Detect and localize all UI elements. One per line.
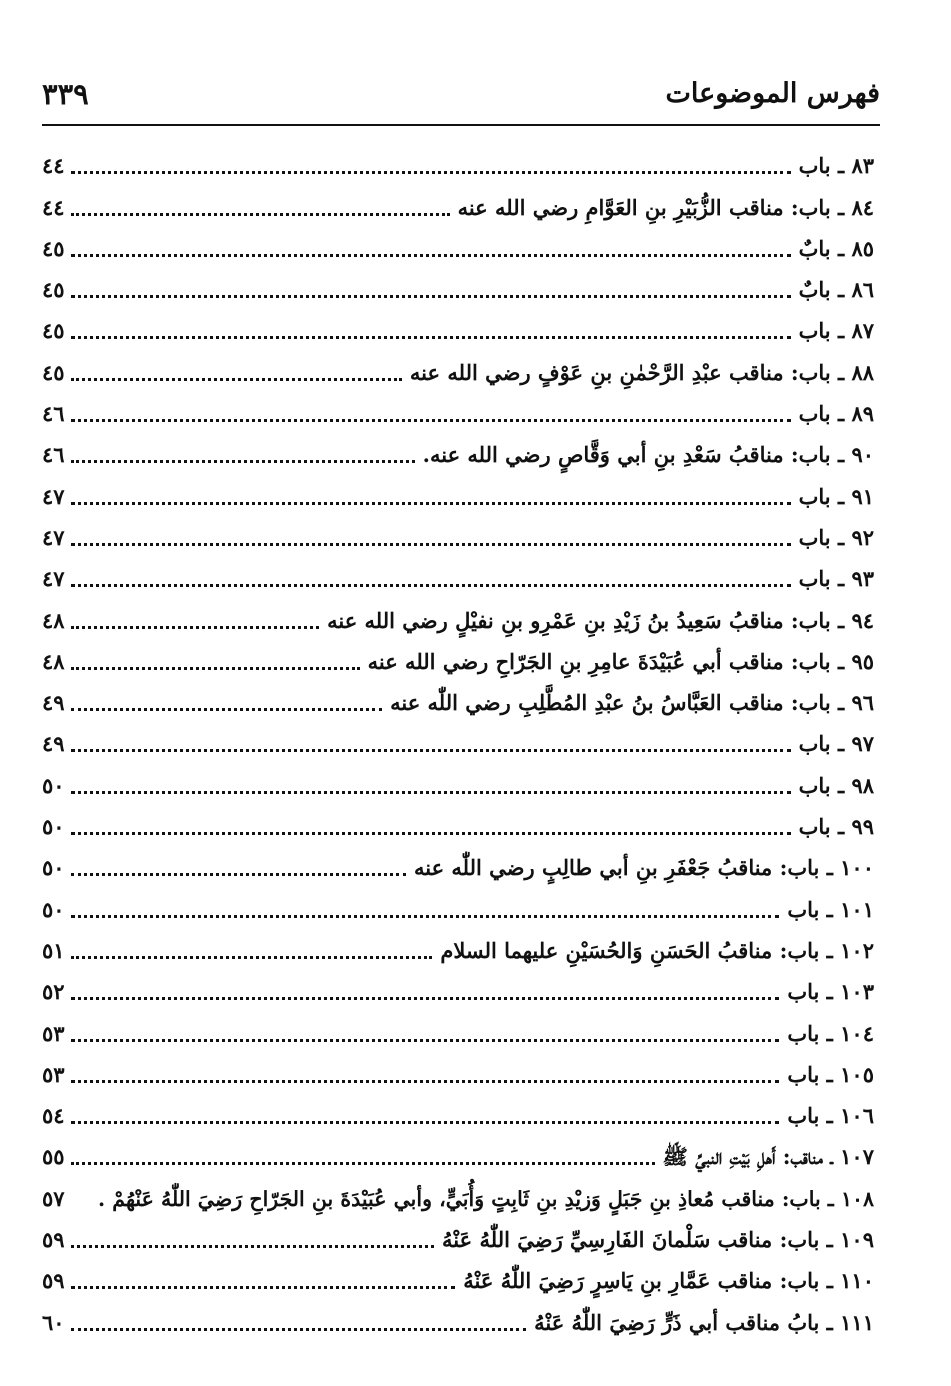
toc-entry-title: ٩٣ ـ باب [798,566,874,592]
header-title: فهرس الموضوعات [665,78,880,109]
toc-entry-title: ١٠٧ ـ مناقب: أَهلِ بَيْتِ النبيِّ ﷺ [662,1144,874,1170]
toc-entry-title: ٨٧ ـ باب [798,318,874,344]
toc-entry [42,594,874,635]
toc-dot-leader [71,1121,780,1124]
toc-entry [42,388,874,429]
toc-dot-leader [71,213,450,216]
toc-entry-title: ٩٨ ـ باب [798,772,874,798]
toc-entry [42,636,874,677]
toc-entry [42,677,874,718]
toc-entry-page-number: ٥٥ [42,1144,65,1170]
toc-entry [42,842,874,883]
toc-dot-leader [71,460,415,463]
toc-entry [42,801,874,842]
toc-entry-page-number: ٤٨ [42,648,65,674]
toc-dot-leader [71,378,402,381]
toc-entry-title: ٨٩ ـ باب [798,401,874,427]
toc-dot-leader [71,1286,456,1289]
toc-dot-leader [71,873,406,876]
toc-entry-title: ٩٩ ـ باب [798,814,874,840]
toc-entry-page-number: ٤٥ [42,359,65,385]
toc-entry-page-number: ٤٧ [42,524,65,550]
toc-entry-page-number: ٥٢ [42,979,65,1005]
toc-entry-page-number: ٥٩ [42,1227,65,1253]
toc-entry-page-number: ٥٠ [42,772,65,798]
toc-entry [42,759,874,800]
toc-dot-leader [71,502,791,505]
toc-entry-page-number: ٥٧ [42,1185,65,1211]
toc-dot-leader [71,956,433,959]
toc-entry [42,1090,874,1131]
toc-entry-page-number: ٤٥ [42,318,65,344]
toc-entry [42,264,874,305]
toc-entry-title: ١٠٤ ـ باب [787,1020,874,1046]
toc-entry [42,1296,874,1337]
toc-entry-page-number: ٤٥ [42,277,65,303]
toc-entry-page-number: ٥٩ [42,1268,65,1294]
toc-dot-leader [71,295,791,298]
toc-entry [42,925,874,966]
toc-entry-page-number: ٤٦ [42,442,65,468]
toc-entry [42,181,874,222]
toc-dot-leader [71,667,360,670]
toc-entry [42,718,874,759]
toc-dot-leader [71,419,791,422]
toc-entry-title: ٩٥ ـ باب: مناقب أبي عُبَيْدَةَ عامِرِ بنِ الجَرّاحِ رضي الله عنه [367,648,874,674]
toc-entry-title: ١٠٠ ـ باب: مناقبُ جَعْفَرِ بنِ أبي طالِبٍ رضي اللّٰه عنه [413,855,874,881]
page-header [42,74,880,114]
toc-entry-title: ٨٤ ـ باب: مناقب الزُّبَيْرِ بنِ العَوَّامِ رضي الله عنه [457,194,874,220]
toc-entry-title: ٩٢ ـ باب [798,524,874,550]
toc-dot-leader [71,626,320,629]
toc-entry-page-number: ٥٠ [42,814,65,840]
toc-entry [42,883,874,924]
toc-dot-leader [71,791,791,794]
toc-dot-leader [71,1328,527,1331]
toc-entry-title: ١١١ ـ بابُ مناقب أبي ذَرٍّ رَضِيَ اللّٰهُ عَنْهُ [534,1309,874,1335]
toc-entry-page-number: ٤٥ [42,235,65,261]
toc-entry [42,1049,874,1090]
toc-entry-title: ٩٤ ـ باب: مناقبُ سَعِيدُ بنُ زَيْدِ بنِ عَمْرِو بنِ نفيْلٍ رضي الله عنه [327,607,874,633]
toc-entry-title: ١٠٨ ـ باب: مناقب مُعاذِ بنِ جَبَلٍ وَزيْدِ بنِ ثَابِتٍ وَأُبَيٍّ، وأبي عُبَيْدَةَ بنِ الجَرّاحِ رَضِيَ اللّٰهُ عَنْهُمْ . [98,1186,874,1211]
toc-entry-page-number: ٥٣ [42,1061,65,1087]
toc-entry-title: ١٠٣ ـ باب [787,979,874,1005]
toc-entry-page-number: ٥٤ [42,1103,65,1129]
toc-entry-title: ٨٦ ـ بابٌ [798,277,874,303]
toc-dot-leader [71,1245,434,1248]
toc-dot-leader [71,708,383,711]
toc-dot-leader [71,915,780,918]
toc-dot-leader [71,832,791,835]
toc-dot-leader [71,336,791,339]
toc-entry-title: ٩٧ ـ باب [798,731,874,757]
toc-entry [42,470,874,511]
toc-entry-title: ١٠٥ ـ باب [787,1061,874,1087]
toc-entry-title: ١٠١ ـ باب [787,896,874,922]
table-of-contents [42,140,874,1338]
toc-entry-title: ٩٠ ـ باب: مناقبُ سَعْدِ بنِ أبي وَقَّاصٍ رضي الله عنه. [422,442,874,468]
toc-entry [42,1255,874,1296]
toc-entry-title: ١٠٢ ـ باب: مناقبُ الحَسَنِ وَالحُسَيْنِ عليهما السلام [440,937,874,963]
toc-entry [42,429,874,470]
header-page-number: ٣٣٩ [42,77,89,111]
toc-entry [42,966,874,1007]
toc-entry-page-number: ٤٧ [42,566,65,592]
toc-entry-page-number: ٤٦ [42,401,65,427]
toc-entry-title: ٨٥ ـ بابٌ [798,235,874,261]
toc-dot-leader [71,254,791,257]
toc-entry [42,1007,874,1048]
toc-entry-page-number: ٥١ [42,937,65,963]
toc-dot-leader [71,749,791,752]
toc-dot-leader [71,584,791,587]
toc-entry-page-number: ٥٠ [42,896,65,922]
toc-entry [42,553,874,594]
toc-entry [42,512,874,553]
toc-entry-page-number: ٤٩ [42,731,65,757]
toc-dot-leader [71,997,780,1000]
toc-entry-title: ٨٣ ـ باب [798,153,874,179]
toc-entry [42,1214,874,1255]
toc-dot-leader [71,1080,780,1083]
toc-entry-page-number: ٤٤ [42,153,65,179]
toc-dot-leader [71,1039,780,1042]
toc-entry-title: ٨٨ ـ باب: مناقب عبْدِ الرَّحْمٰنِ بنِ عَوْفٍ رضي الله عنه [409,359,874,385]
toc-entry-page-number: ٤٩ [42,690,65,716]
toc-entry-title: ٩٦ ـ باب: مناقب العَبَّاسُ بنُ عبْدِ المُطَّلِبِ رضي اللّٰه عنه [390,690,874,716]
toc-entry-page-number: ٤٨ [42,607,65,633]
toc-entry [42,140,874,181]
toc-entry [42,1131,874,1172]
toc-entry [42,305,874,346]
toc-entry [42,346,874,387]
toc-entry-title: ٩١ ـ باب [798,483,874,509]
toc-entry-title: ١٠٦ ـ باب [787,1103,874,1129]
toc-dot-leader [71,171,791,174]
header-rule [42,124,880,126]
toc-entry-page-number: ٥٣ [42,1020,65,1046]
toc-entry [42,223,874,264]
toc-entry-page-number: ٦٠ [42,1309,65,1335]
toc-entry-page-number: ٤٧ [42,483,65,509]
toc-dot-leader [71,1162,655,1165]
toc-entry-page-number: ٥٠ [42,855,65,881]
toc-entry [42,1172,874,1213]
toc-entry-title: ١١٠ ـ باب: مناقب عَمَّارِ بنِ يَاسِرٍ رَضِيَ اللّٰهُ عَنْهُ [463,1268,874,1294]
toc-entry-page-number: ٤٤ [42,194,65,220]
toc-dot-leader [71,543,791,546]
toc-entry-title: ١٠٩ ـ باب: مناقب سَلْمانَ الفَارِسِيِّ رَضِيَ اللّٰهُ عَنْهُ [442,1227,874,1253]
